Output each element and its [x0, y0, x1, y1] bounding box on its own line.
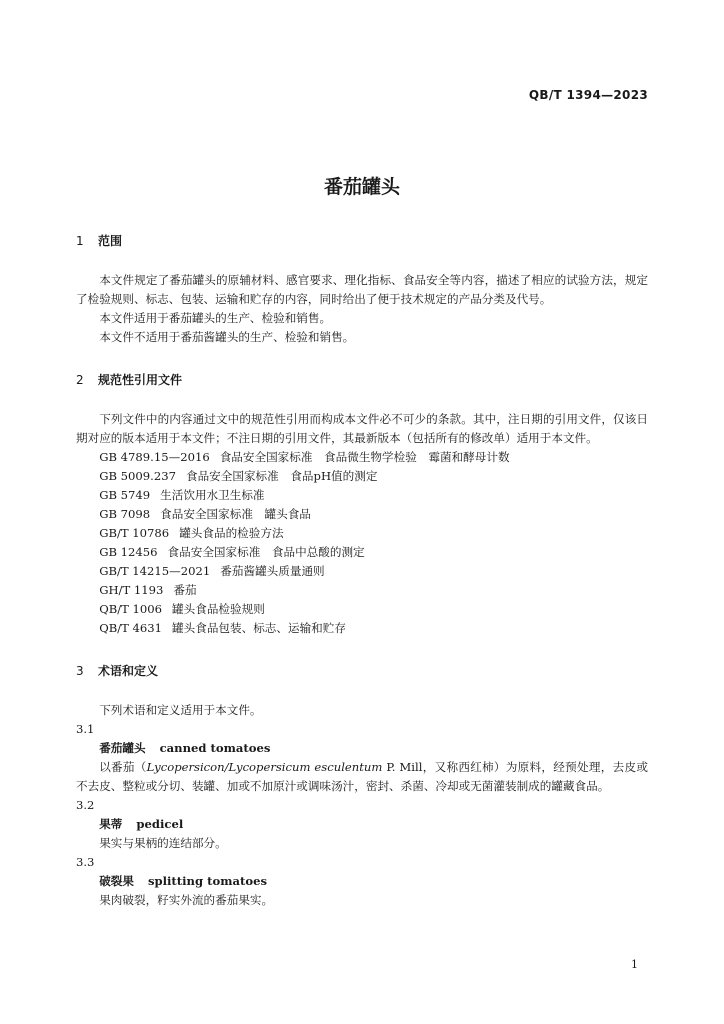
reference-title: 罐头食品包装、标志、运输和贮存 [172, 621, 346, 635]
term-definition: 果肉破裂，籽实外流的番茄果实。 [99, 893, 274, 907]
reference-title: 番茄 [173, 583, 197, 597]
reference-code: GB 5009.237 [99, 469, 176, 483]
reference-item [76, 619, 648, 638]
term-zh: 破裂果 [99, 874, 134, 888]
term-name [76, 815, 648, 834]
reference-code: QB/T 1006 [99, 602, 163, 616]
reference-item [76, 581, 648, 600]
reference-title: 食品安全国家标准 食品pH值的测定 [185, 469, 378, 483]
term-en: pedicel [136, 817, 184, 831]
reference-title: 生活饮用水卫生标准 [160, 488, 265, 502]
term-zh: 果蒂 [99, 817, 123, 831]
reference-item [76, 562, 648, 581]
paragraph: 本文件适用于番茄罐头的生产、检验和销售。 [99, 311, 332, 325]
page-number: 1 [631, 958, 638, 971]
section-title: 范围 [98, 234, 123, 248]
term-zh: 番茄罐头 [99, 741, 146, 755]
section-number: 2 [76, 373, 84, 387]
section-heading [76, 662, 648, 681]
reference-item [76, 448, 648, 467]
section-heading [76, 371, 648, 390]
reference-code: GB/T 10786 [99, 526, 170, 540]
term-number: 3.3 [76, 855, 95, 869]
section-terms [76, 662, 648, 910]
reference-title: 罐头食品检验规则 [172, 602, 265, 616]
reference-item [76, 543, 648, 562]
paragraph: 下列文件中的内容通过文中的规范性引用而构成本文件必不可少的条款。其中，注日期的引用文件，仅该日期对应的版本适用于本文件；不注日期的引用文件，其最新版本（包括所有的修改单）适用于本文件。 [76, 412, 648, 445]
reference-title: 罐头食品的检验方法 [179, 526, 284, 540]
term-entry [76, 796, 648, 853]
paragraph: 本文件不适用于番茄酱罐头的生产、检验和销售。 [99, 330, 355, 344]
section-number: 3 [76, 664, 84, 678]
reference-code: GB 4789.15—2016 [99, 450, 210, 464]
term-number: 3.1 [76, 722, 95, 736]
reference-item [76, 486, 648, 505]
section-heading [76, 232, 648, 251]
reference-item [76, 524, 648, 543]
term-number: 3.2 [76, 798, 95, 812]
reference-code: GB/T 14215—2021 [99, 564, 211, 578]
document-title: 番茄罐头 [323, 176, 400, 198]
section-title: 术语和定义 [98, 664, 159, 678]
reference-code: GH/T 1193 [99, 583, 164, 597]
section-title: 规范性引用文件 [98, 373, 183, 387]
section-number: 1 [76, 234, 84, 248]
reference-item [76, 600, 648, 619]
definition-text: 以番茄（ [99, 760, 147, 774]
reference-title: 食品安全国家标准 食品微生物学检验 霉菌和酵母计数 [219, 450, 510, 464]
reference-title: 食品安全国家标准 食品中总酸的测定 [167, 545, 365, 559]
term-en: canned tomatoes [159, 741, 271, 755]
term-entry [76, 720, 648, 796]
reference-code: GB 12456 [99, 545, 158, 559]
reference-item [76, 505, 648, 524]
scientific-name: Lycopersicon/Lycopersicum esculentum [146, 760, 383, 774]
paragraph: 下列术语和定义适用于本文件。 [99, 703, 262, 717]
term-definition: 果实与果柄的连结部分。 [99, 836, 227, 850]
term-definition [76, 758, 648, 796]
reference-title: 食品安全国家标准 罐头食品 [160, 507, 311, 521]
reference-list [76, 448, 648, 638]
term-name [76, 739, 648, 758]
document-body [76, 232, 648, 934]
section-normative-references [76, 371, 648, 638]
paragraph: 本文件规定了番茄罐头的原辅材料、感官要求、理化指标、食品安全等内容，描述了相应的试验方法，规定了检验规则、标志、包装、运输和贮存的内容，同时给出了便于技术规定的产品分类及代号。 [76, 273, 648, 306]
term-en: splitting tomatoes [147, 874, 267, 888]
definition-text: P. Mill，又称西红柿）为原料，经预处理，去皮或不去皮、整粒或分切、装罐、加或不加原汁或调味汤汁，密封、杀菌、冷却或无菌灌装制成的罐藏食品。 [76, 760, 648, 793]
reference-code: GB 7098 [99, 507, 151, 521]
section-scope [76, 232, 648, 347]
reference-code: QB/T 4631 [99, 621, 163, 635]
reference-item [76, 467, 648, 486]
term-name [76, 872, 648, 891]
term-entry [76, 853, 648, 910]
standard-code: QB/T 1394—2023 [528, 88, 648, 102]
reference-title: 番茄酱罐头质量通则 [220, 564, 325, 578]
reference-code: GB 5749 [99, 488, 151, 502]
